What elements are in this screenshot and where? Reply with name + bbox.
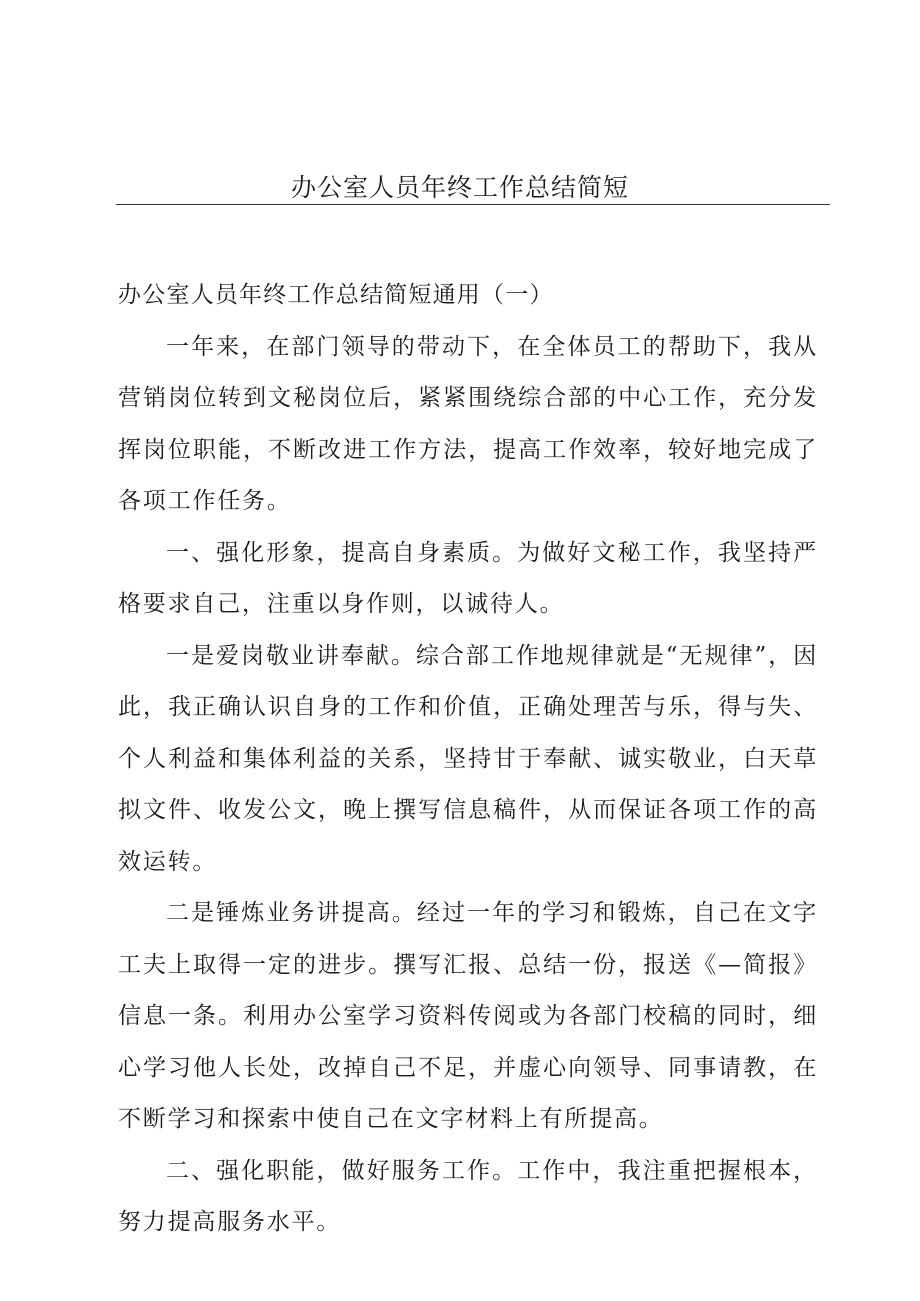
title-underline [116,204,830,205]
section-subtitle: 办公室人员年终工作总结简短通用（一） [118,282,554,308]
paragraph-point-2: 二是锤炼业务讲提高。经过一年的学习和锻炼，自己在文字工夫上取得一定的进步。撰写汇报、总结一份，报送《—简报》信息一条。利用办公室学习资料传阅或为各部门校稿的同时，细心学习他人长处，改掉自己不足，并虚心向领导、同事请教，在不断学习和探索中使自己在文字材料上有所提高。 [118,900,818,1132]
paragraph-intro: 一年来，在部门领导的带动下，在全体员工的帮助下，我从营销岗位转到文秘岗位后，紧紧围绕综合部的中心工作，充分发挥岗位职能，不断改进工作方法，提高工作效率，较好地完成了各项工作任务。 [118,333,818,514]
paragraph-section-1: 一、强化形象，提高自身素质。为做好文秘工作，我坚持严格要求自己，注重以身作则，以诚待人。 [118,539,818,617]
paragraph-point-1: 一是爱岗敬业讲奉献。综合部工作地规律就是“无规律”，因此，我正确认识自身的工作和价值，正确处理苦与乐，得与失、个人利益和集体利益的关系，坚持甘于奉献、诚实敬业，白天草拟文件、收发公文，晚上撰写信息稿件，从而保证各项工作的高效运转。 [118,642,818,875]
document-body [118,270,818,1249]
paragraph-section-2: 二、强化职能，做好服务工作。工作中，我注重把握根本，努力提高服务水平。 [118,1157,818,1235]
document-title: 办公室人员年终工作总结简短 [290,173,629,202]
